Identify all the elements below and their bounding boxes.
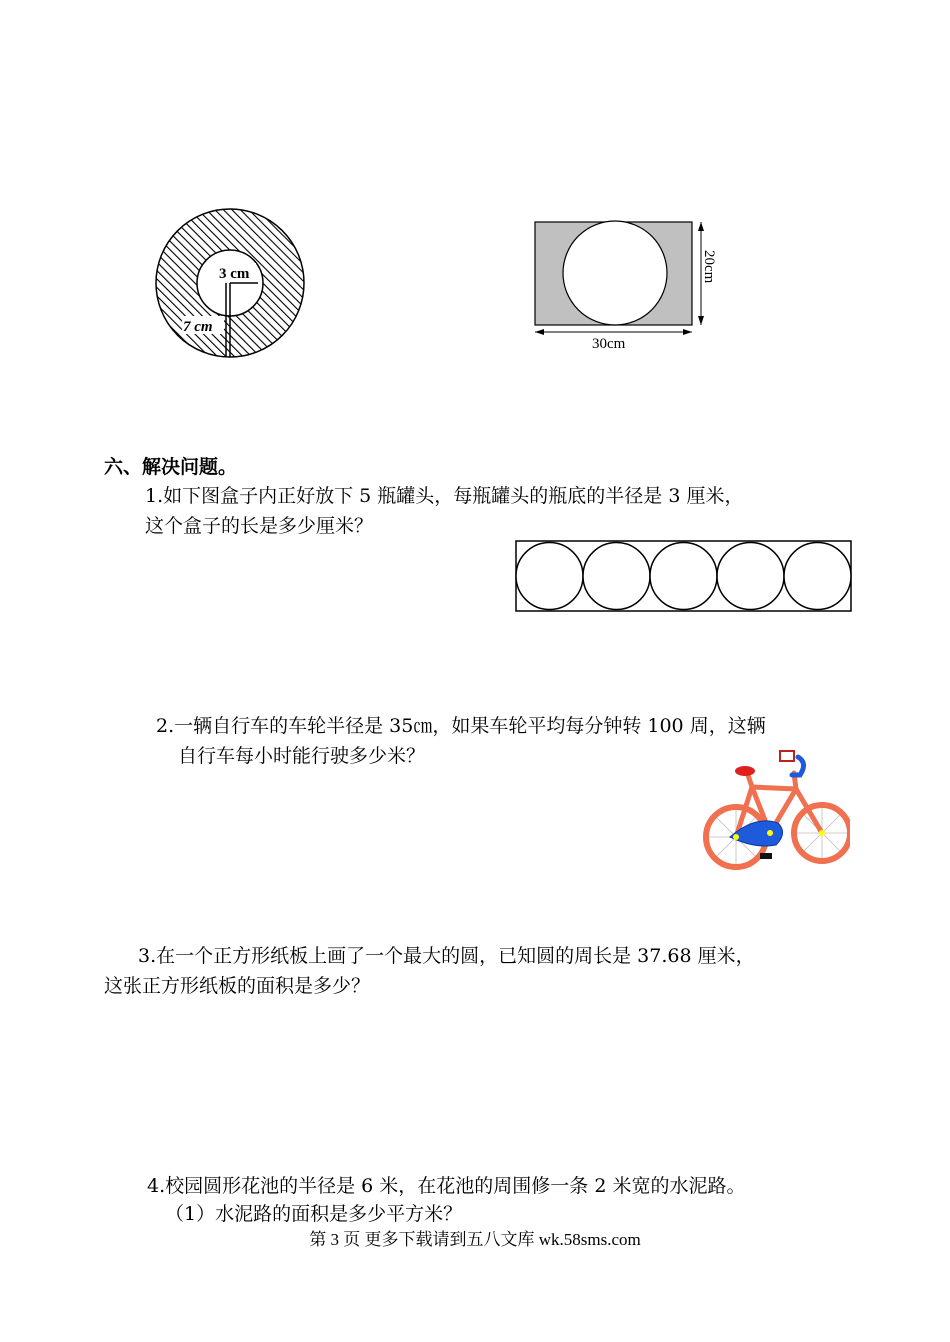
problem-3-line-1: 3.在一个正方形纸板上画了一个最大的圆，已知圆的周长是 37.68 厘米， (138, 945, 755, 967)
page-footer: 第 3 页 更多下载请到五八文库 wk.58sms.com (309, 1230, 641, 1249)
problem-2-line-1: 2.一辆自行车的车轮半径是 35㎝，如果车轮平均每分钟转 100 周，这辆 (156, 715, 766, 737)
problem-1-line-2: 这个盒子的长是多少厘米？ (145, 515, 374, 537)
height-label: 20cm (701, 250, 717, 284)
inner-radius-label: 3 cm (219, 266, 250, 282)
bicycle-illustration (700, 745, 850, 870)
inscribed-circle (563, 221, 667, 325)
can-circle (784, 543, 851, 610)
handle-grip (780, 751, 794, 761)
can-circle (717, 543, 784, 610)
pedal (760, 853, 772, 859)
problem-1-line-1: 1.如下图盒子内正好放下 5 瓶罐头，每瓶罐头的瓶底的半径是 3 厘米， (145, 485, 744, 507)
width-label: 30cm (592, 336, 626, 352)
box-with-cans-figure (512, 538, 857, 616)
rear-hub (733, 834, 739, 840)
problem-3-line-2: 这张正方形纸板的面积是多少？ (104, 975, 371, 997)
can-circle (583, 543, 650, 610)
problem-4-line-2: （1）水泥路的面积是多少平方米？ (165, 1203, 463, 1225)
can-circle (650, 543, 717, 610)
section-title: 六、解决问题。 (104, 456, 238, 478)
problem-4-line-1: 4.校园圆形花池的半径是 6 米，在花池的周围修一条 2 米宽的水泥路。 (147, 1175, 746, 1197)
problem-2-line-2: 自行车每小时能行驶多少米？ (178, 745, 426, 767)
rect-circle-figure (525, 210, 725, 355)
can-circle (516, 543, 583, 610)
front-hub (819, 830, 825, 836)
outer-radius-label: 7 cm (183, 319, 213, 335)
crank-hub (767, 830, 773, 836)
ring-figure (150, 205, 310, 365)
saddle (735, 766, 755, 776)
